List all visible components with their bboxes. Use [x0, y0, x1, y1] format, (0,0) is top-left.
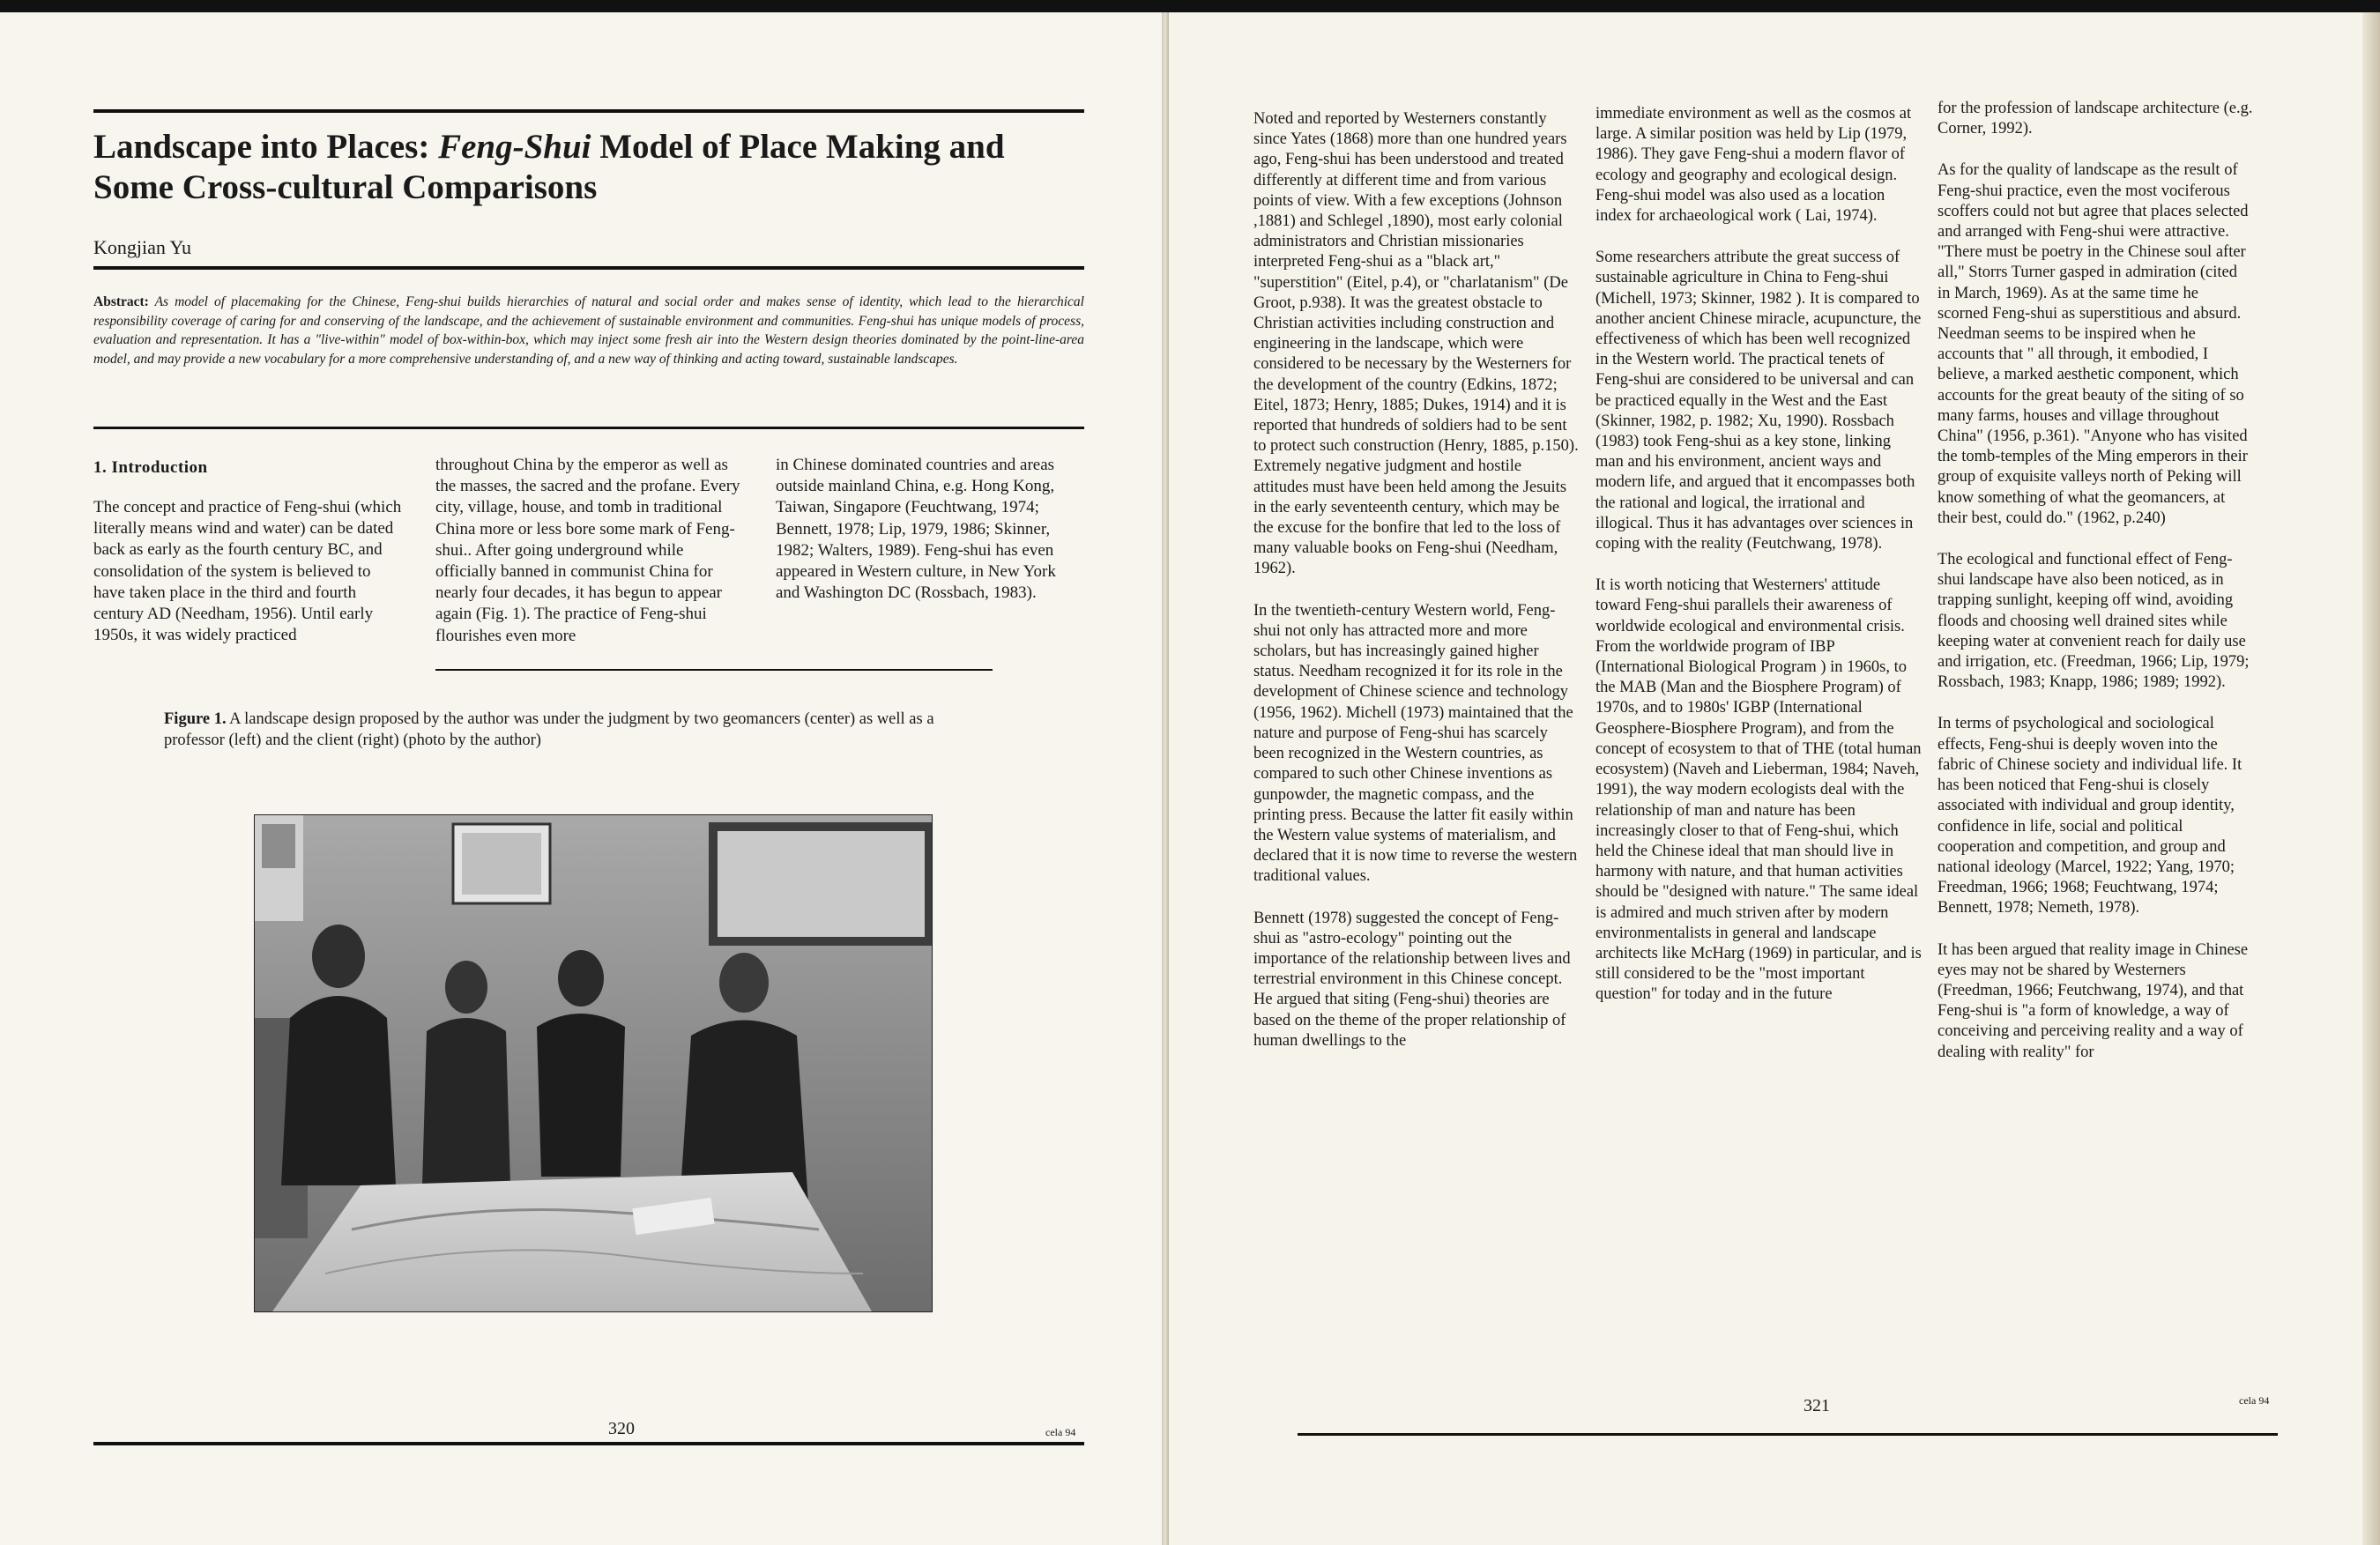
right-col3-para-3: The ecological and functional effect of Feng-shui landscape have also been noticed, as in trapping sunlight, keeping off wind, avoiding floods and choosing well drained sites while keeping water at convenient reach for daily use and irrigation, etc. (Freedman, 1966; Lip, 1979; Rossbach, 1983; Knapp, 1986; 1989; 1992).	[1937, 551, 2250, 692]
right-col2-para-3: It is worth noticing that Westerners' attitude toward Feng-shui parallels their awareness of worldwide ecological and environmental crisis. From the worldwide program of IBP (International Biological Program ) in 1960s, to the MAB (Man and the Biosphere Program) of 1970s, and to 1980s' IGBP (International Geosphere-Biosphere Program), and from the concept of ecosystem to that of THE (total human ecosystem) (Naveh and Lieberman, 1984; Naveh, 1991), the way modern ecologists deal with the relationship of man and nature has been increasingly closer to that of Feng-shui, which held the Chinese ideal that man should live in harmony with nature, and that human activities should be "designed with nature." The same ideal is admired and much striven after by modern environmentalists in general and landscape architects like McHarg (1969) in particular, and is still considered to be the "most important question" for today and in the future	[1595, 576, 1922, 1004]
scan-top-border	[0, 0, 2380, 12]
footer-rule-right	[1298, 1433, 2278, 1436]
journal-tag: cela 94	[1045, 1426, 1076, 1438]
intro-column-1: The concept and practice of Feng-shui (which literally means wind and water) can be dated back as early as the fourth century BC, and consolidation of the system is believed to have taken place in the third and fourth century AD (Needham, 1956). Until early 1950s, it was widely practiced	[93, 498, 402, 645]
abstract-rule	[93, 427, 1084, 429]
article-title	[93, 127, 1090, 208]
page-number-right: 321	[1804, 1396, 1830, 1415]
intro-column-2: throughout China by the emperor as well as the masses, the sacred and the profane. Every city, village, house, and tomb in traditional China more or less bore some mark of Feng-shui.. After going underground while officially banned in communist China for nearly four decades, it has begun to appear again (Fig. 1). The practice of Feng-shui flourishes even more	[435, 456, 740, 645]
figure-top-rule	[435, 669, 993, 671]
author-name: Kongjian Yu	[93, 236, 192, 258]
abstract-label: Abstract:	[93, 294, 149, 309]
map-on-table	[272, 1172, 872, 1311]
right-col3-para-5: It has been argued that reality image in Chinese eyes may not be shared by Westerners (Freedman, 1966; Feutchwang, 1974), and that Feng-shui is "a form of knowledge, a way of conceiving and perceiving reality and a way of dealing with reality" for	[1937, 940, 2249, 1061]
title-top-rule	[93, 109, 1084, 113]
right-column-2	[1595, 104, 1922, 1027]
person-center-left	[422, 1018, 510, 1185]
abstract	[93, 293, 1084, 368]
journal-tag-right: cela 94	[2239, 1394, 2270, 1407]
person-left	[281, 996, 396, 1185]
book-gutter	[1162, 12, 1169, 1545]
photo-illustration	[255, 815, 932, 1311]
right-col3-para-4: In terms of psychological and sociological effects, Feng-shui is deeply woven into the fabric of Chinese society and individual life. It has been noticed that Feng-shui is closely associated with individual and group identity, confidence in life, social and political cooperation and competition, and group and national ideology (Marcel, 1922; Yang, 1970; Freedman, 1966; 1968; Feuchtwang, 1974; Bennett, 1978; Nemeth, 1978).	[1937, 715, 2242, 917]
section-heading: 1. Introduction	[93, 458, 208, 477]
right-col2-para-1: immediate environment as well as the cosmos at large. A similar position was held by Lip (1979, 1986). They gave Feng-shui a modern flavor of ecology and geography and ecological design. Feng-shui model was also used as a location index for archaeological work ( Lai, 1974).	[1595, 105, 1912, 226]
footer-rule	[93, 1442, 1084, 1445]
figure-caption-text: A landscape design proposed by the author was under the judgment by two geomancers (center) as well as a professor (left) and the client (right) (photo by the author)	[164, 710, 934, 749]
right-column-3	[1937, 99, 2253, 1084]
person-center-right	[537, 1014, 625, 1177]
right-col1-para-3: Bennett (1978) suggested the concept of Feng-shui as "astro-ecology" pointing out the importance of the relationship between lives and terrestrial environment in this Chinese concept. He argued that siting (Feng-shui) theories are based on the theme of the proper relationship of human dwellings to the	[1253, 909, 1571, 1050]
right-col1-para-2: In the twentieth-century Western world, Feng-shui not only has attracted more and more scholars, but has increasingly gained higher status. Needham recognized it for its role in the development of Chinese science and technology (1956, 1962). Michell (1973) maintained that the nature and purpose of Feng-shui has scarcely been recognized in the Western countries, as compared to such other Chinese inventions as gunpowder, the magnetic compass, and the printing press. Because the latter fit easily within the Western value systems of materialism, and declared that it is now time to reverse the western traditional values.	[1253, 601, 1578, 886]
figure-label: Figure 1.	[164, 710, 227, 728]
abstract-text: As model of placemaking for the Chinese, Feng-shui builds hierarchies of natural and social order and makes sense of identity, which lead to the hierarchical responsibility coverage of caring for and conserving of the landscape, and the achievement of sustainable environment and communities. Feng-shui has unique models of process, evaluation and representation. It has a "live-within" model of box-within-box, which may inject some fresh air into the Western design theories dominated by the point-line-area model, and may provide a new vocabulary for a more comprehensive understanding of, and a new way of thinking and acting toward, sustainable landscapes.	[93, 294, 1084, 367]
title-prefix: Landscape into Places:	[93, 128, 439, 166]
title-italic: Feng-Shui	[438, 128, 591, 166]
title-suffix: Model of Place Making and Some Cross-cultural Comparisons	[93, 128, 1005, 206]
right-col1-para-1: Noted and reported by Westerners constantly since Yates (1868) more than one hundred years ago, Feng-shui has been understood and treated differently at different time and from various points of view. With a few exceptions (Johnson ,1881) and Schlegel ,1890), most early colonial administrators and Christian missionaries interpreted Feng-shui as a "black art," "superstition" (Eitel, p.4), or "charlatanism" (De Groot, p.938). It was the greatest obstacle to Christian activities including construction and engineering in the landscape, which were considered to be necessary by the Westerners for the development of the country (Edkins, 1872; Eitel, 1873; Henry, 1885; Dukes, 1914) and it is reported that hundreds of soldiers had to be sent to protect such construction (Henry, 1885, p.150). Extremely negative judgment and hostile attitudes must have been held among the Jesuits in the early seventeenth century, which may be the excuse for the bonfire that led to the loss of many valuable books on Feng-shui (Needham, 1962).	[1253, 110, 1579, 578]
author-rule	[93, 266, 1084, 270]
left-page	[0, 12, 1162, 1545]
intro-column-3: in Chinese dominated countries and areas outside mainland China, e.g. Hong Kong, Taiwan, Singapore (Feuchtwang, 1974; Bennett, 1978; Lip, 1979, 1986; Skinner, 1982; Walters, 1989). Feng-shui has even appeared in Western culture, in New York and Washington DC (Rossbach, 1983).	[776, 456, 1056, 603]
right-column-1	[1253, 109, 1580, 1073]
figure-photo	[254, 814, 933, 1312]
right-col2-para-2: Some researchers attribute the great success of sustainable agriculture in China to Feng-shui (Michell, 1973; Skinner, 1982 ). It is compared to another ancient Chinese miracle, acupuncture, the effectiveness of which has been well recognized in the Western world. The practical tenets of Feng-shui are considered to be universal and can be practiced equally in the West and the East (Skinner, 1982, p. 1982; Xu, 1990). Rossbach (1983) took Feng-shui as a key stone, linking man and his environment, ancient ways and modern life, and argued that it encompasses both the rational and logical, the irrational and illogical. Thus it has advantages over sciences in coping with the reality (Feutchwang, 1978).	[1595, 249, 1922, 553]
right-col3-para-1: for the profession of landscape architecture (e.g. Corner, 1992).	[1937, 100, 2253, 138]
page-edge	[2362, 12, 2380, 1545]
right-col3-para-2: As for the quality of landscape as the result of Feng-shui practice, even the most vociferous scoffers could not but agree that places selected and arranged with Feng-shui were attractive. "There must be poetry in the Chinese soul after all," Storrs Turner gasped in admiration (cited in March, 1969). As at the same time he scorned Feng-shui as superstitious and absurd. Needman seems to be inspired when he accounts that " all through, it embodied, I believe, a marked aesthetic component, which accounts for the great beauty of the siting of so many farms, houses and village throughout China" (1956, p.361). "Anyone who has visited the tomb-temples of the Ming emperors in their group of exquisite valleys north of Peking will know something of what the geomancers, at their best, could do." (1962, p.240)	[1937, 161, 2249, 527]
page-number: 320	[608, 1419, 635, 1438]
right-page	[1169, 12, 2380, 1545]
figure-caption	[164, 709, 993, 751]
